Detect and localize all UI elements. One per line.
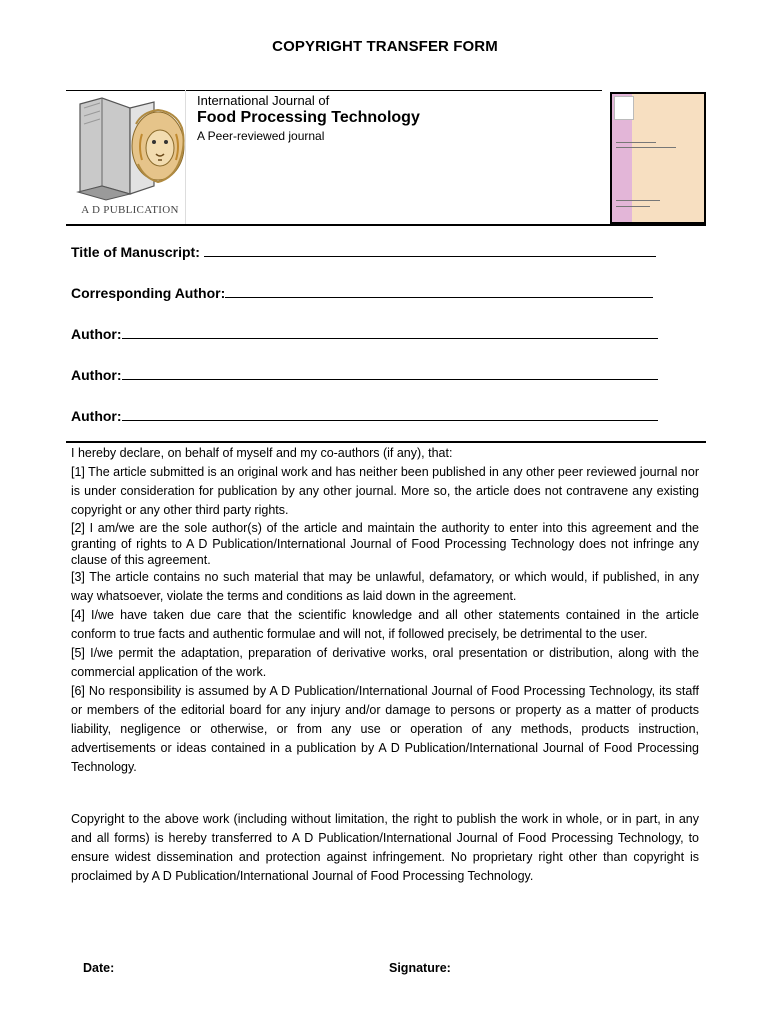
journal-name: Food Processing Technology <box>197 109 420 126</box>
cover-text-line <box>616 200 660 201</box>
field-author-2 <box>71 367 658 383</box>
declaration <box>71 444 699 777</box>
section-divider <box>66 441 706 443</box>
header-top-rule <box>66 90 602 91</box>
declaration-item-6: [6] No responsibility is assumed by A D Publication/International Journal of Food Processing Technology, its staff or members of the editorial board for any injury and/or damage to persons or property as a matter of products liability, negligence or otherwise, or from any use or operation of any methods, products instruction, advertisements or ideas contained in a publication by A D Publication/International Journal of Food Processing Technology. <box>71 684 699 774</box>
publisher-logo <box>72 94 188 220</box>
transfer-paragraph: Copyright to the above work (including without limitation, the right to publish the work in whole, or in part, in any and all forms) is hereby transferred to A D Publication/International Journal of Food Processing Technology, to ensure widest dissemination and protection against infringement. No proprietary right other than copyright is proclaimed by A D Publication/International Journal of Food Processing Technology. <box>71 812 699 883</box>
book-lion-emblem-icon <box>72 94 188 202</box>
journal-intro: International Journal of <box>197 93 330 108</box>
cover-text-line <box>616 206 650 207</box>
copyright-transfer-statement <box>71 810 699 886</box>
field-label: Author: <box>71 408 122 424</box>
field-label: Title of Manuscript: <box>71 244 204 260</box>
date-field[interactable]: Date: <box>83 961 115 975</box>
declaration-item-1: [1] The article submitted is an original work and has neither been published in any other peer reviewed journal nor is under consideration for publication by any other journal. More so, the article does not contravene any existing copyright or any other third party rights. <box>71 465 699 517</box>
cover-logo-icon <box>614 96 634 120</box>
field-author-1 <box>71 326 658 342</box>
publisher-logo-text: A D PUBLICATION <box>81 204 179 216</box>
form-title: COPYRIGHT TRANSFER FORM <box>272 38 498 55</box>
field-label: Author: <box>71 326 122 342</box>
corresponding-author-input-line[interactable] <box>225 297 653 298</box>
declaration-item-2: [2] I am/we are the sole author(s) of the article and maintain the authority to enter into this agreement and the granting of rights to A D Publication/International Journal of Food Processing Technology does not infringe any clause of this agreement. <box>71 521 699 567</box>
cover-text-line <box>616 147 676 148</box>
field-corresponding-author <box>71 285 653 301</box>
declaration-item-4: [4] I/we have taken due care that the scientific knowledge and all other statements contained in the article conform to true facts and authentic formulae and will not, if followed precisely, be detrimental to the user. <box>71 608 699 641</box>
cover-text-line <box>616 142 656 143</box>
author-2-input-line[interactable] <box>122 379 658 380</box>
title-of-manuscript-input-line[interactable] <box>204 256 656 257</box>
journal-cover-thumbnail <box>610 92 706 224</box>
field-author-3 <box>71 408 658 424</box>
field-label: Author: <box>71 367 122 383</box>
header-divider <box>185 90 186 224</box>
declaration-item-5: [5] I/we permit the adaptation, preparation of derivative works, oral presentation or distribution, along with the commercial application of the work. <box>71 646 699 679</box>
declaration-item-3: [3] The article contains no such material that may be unlawful, defamatory, or which would, if published, in any way whatsoever, violate the terms and conditions as laid down in the agreement. <box>71 570 699 603</box>
header-bottom-rule <box>66 224 706 226</box>
journal-tagline: A Peer-reviewed journal <box>197 129 325 143</box>
field-title-of-manuscript <box>71 244 656 260</box>
field-label: Corresponding Author: <box>71 285 226 301</box>
journal-header <box>66 88 706 228</box>
signature-field[interactable]: Signature: <box>389 961 451 975</box>
author-3-input-line[interactable] <box>122 420 658 421</box>
declaration-intro: I hereby declare, on behalf of myself and my co-authors (if any), that: <box>71 446 453 460</box>
author-1-input-line[interactable] <box>122 338 658 339</box>
